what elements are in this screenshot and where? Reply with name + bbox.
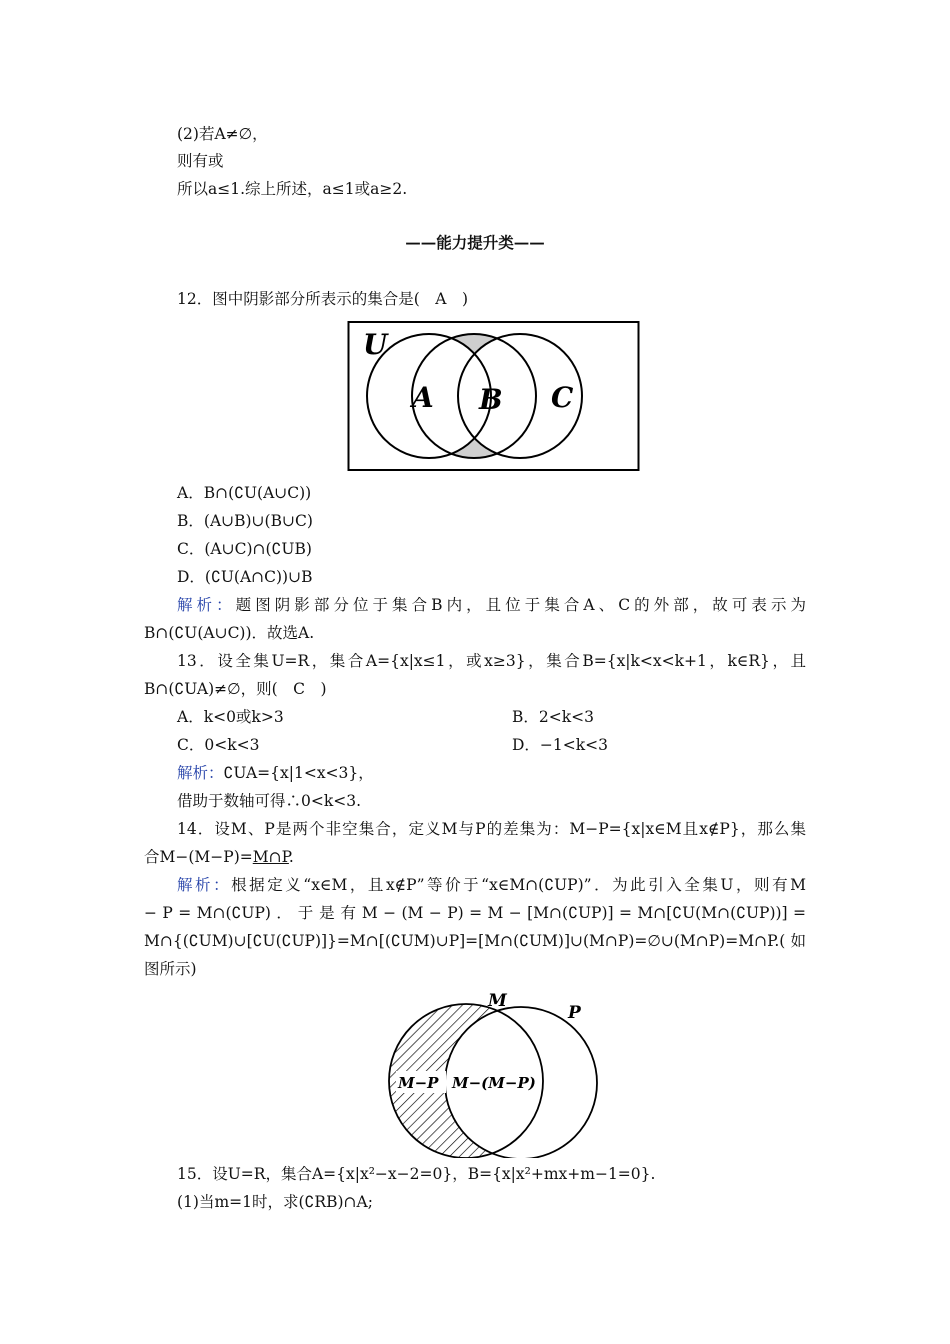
- option-b: B．2<k<3: [512, 708, 594, 726]
- analysis-13-line2: 借助于数轴可得∴0<k<3.: [177, 792, 362, 810]
- analysis-label: 解析：: [177, 596, 236, 614]
- option-d: D．(∁U(A∩C))∪B: [177, 568, 313, 586]
- option-d: D．−1<k<3: [512, 736, 609, 754]
- option-a: A．k<0或k>3: [177, 708, 284, 726]
- analysis-14-line1: 解析：根据定义“x∈M，且x∉P”等价于“x∈M∩(∁UP)”．为此引入全集U，则有M: [177, 876, 806, 894]
- question-15-stem: 15．设U=R，集合A={x|x²−x−2=0}，B={x|x²+mx+m−1=0}.: [177, 1165, 656, 1183]
- analysis-13-line1: 解析：∁UA={x|1<x<3}，: [177, 764, 374, 782]
- option-c: C．(A∪C)∩(∁UB): [177, 540, 312, 558]
- label-u: U: [363, 328, 388, 361]
- question-13-stem-line1: 13．设全集U=R，集合A={x|x≤1，或x≥3}，集合B={x|k<x<k+1，k∈R}，且: [177, 652, 806, 670]
- label-m-minus-p: M−P: [398, 1074, 439, 1092]
- label-c: C: [551, 381, 574, 414]
- label-m: M: [488, 991, 507, 1011]
- question-12-stem: 12．图中阴影部分所表示的集合是( A ): [177, 290, 469, 308]
- analysis-14-line2: − P = M∩(∁UP) ． 于 是 有 M − (M − P) = M − [M∩(∁UP)] = M∩[∁U(M∩(∁UP))] =: [144, 904, 806, 922]
- question-13-stem-line2: B∩(∁UA)≠∅，则( C ): [144, 680, 327, 698]
- analysis-14-line4: 图所示): [144, 960, 197, 978]
- analysis-label: 解析：: [177, 876, 232, 894]
- option-a: A．B∩(∁U(A∪C)): [177, 484, 312, 502]
- analysis-12-line1: 解析：题图阴影部分位于集合B内，且位于集合A、C的外部，故可表示为: [177, 596, 806, 614]
- text-line: 所以a≤1.综上所述，a≤1或a≥2.: [177, 180, 408, 198]
- analysis-label: 解析：: [177, 764, 224, 782]
- label-m-minus-m-minus-p: M−(M−P): [452, 1074, 536, 1092]
- label-a: A: [412, 381, 434, 414]
- venn-diagram-mp: [380, 988, 610, 1158]
- question-14-stem-line2: 合M−(M−P)=M∩P.: [144, 848, 294, 866]
- text-line: 则有或: [177, 152, 224, 170]
- section-heading: ——能力提升类——: [405, 233, 545, 252]
- option-c: C．0<k<3: [177, 736, 260, 754]
- venn-diagram-abc: [347, 320, 641, 473]
- answer-blank: M∩P: [252, 848, 289, 866]
- question-14-stem-line1: 14．设M、P是两个非空集合，定义M与P的差集为：M−P={x|x∈M且x∉P}，那么集: [177, 820, 806, 838]
- question-15-part1: (1)当m=1时，求(∁RB)∩A;: [177, 1193, 373, 1211]
- label-p: P: [568, 1003, 581, 1023]
- analysis-14-line3: M∩{(∁UM)∪[∁U(∁UP)]}=M∩[(∁UM)∪P]=[M∩(∁UM)]∪(M∩P)=∅∪(M∩P)=M∩P.(如: [144, 932, 806, 950]
- analysis-12-line2: B∩(∁U(A∪C))．故选A.: [144, 624, 315, 642]
- option-b: B．(A∪B)∪(B∪C): [177, 512, 313, 530]
- text-line: (2)若A≠∅，: [177, 125, 268, 143]
- label-b: B: [479, 383, 503, 416]
